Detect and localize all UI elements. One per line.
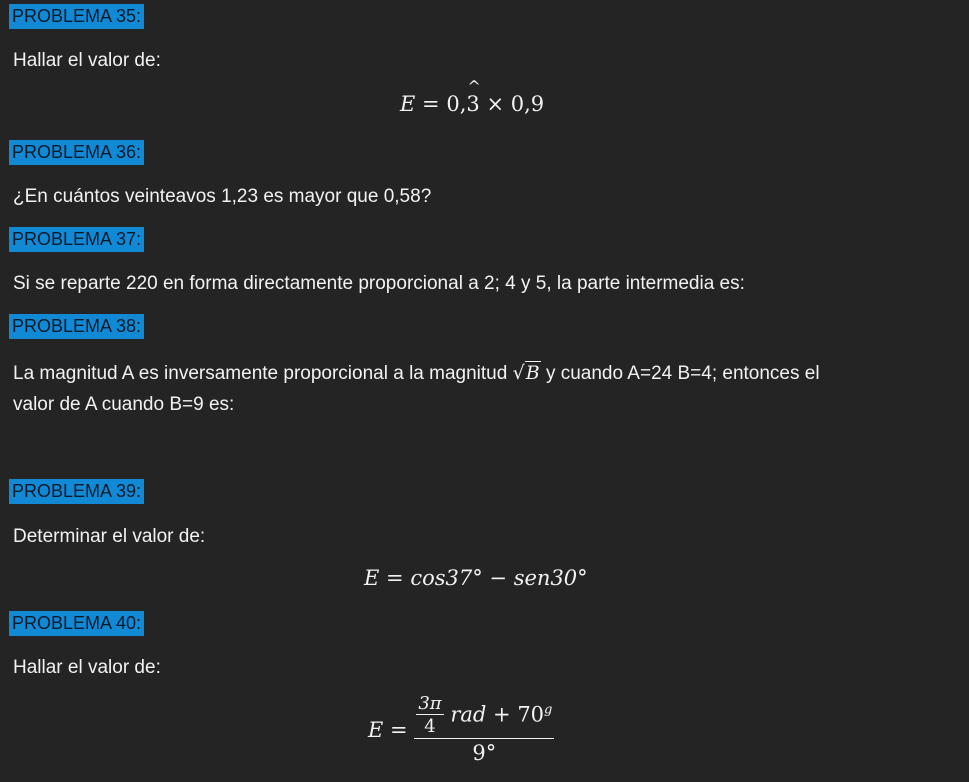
formula-eq: = [386,566,404,590]
main-fraction [414,695,554,765]
problem-35-label: PROBLEMA 35: [9,4,144,29]
problem-38-text-after: y cuando A=24 B=4; entonces el [545,363,820,384]
problem-35-text: Hallar el valor de: [13,50,161,71]
formula-eq: = [422,92,440,116]
problem-38-label: PROBLEMA 38: [9,314,144,339]
formula-part2: 0,9 [510,92,545,116]
formula-term1: cos37 [410,566,473,590]
formula-minus: − [489,566,508,590]
problem-40-text: Hallar el valor de: [13,657,161,678]
grad-superscript: g [544,702,553,718]
formula-eq: = [390,718,408,742]
problem-37-label: PROBLEMA 37: [9,227,144,252]
denominator-deg: ° [485,741,497,765]
problem-38-text-before: La magnitud A es inversamente proporcional a la magnitud [13,363,508,384]
formula-part1: 0, [446,92,467,116]
problem-35-formula [400,77,545,116]
problem-36-label: PROBLEMA 36: [9,140,144,165]
problem-37-text: Si se reparte 220 en forma directamente proporcional a 2; 4 y 5, la parte intermedia es: [13,273,745,294]
sqrt-b: √B [512,362,540,384]
formula-val: 70 [517,702,545,727]
formula-deg1: ° [472,566,483,590]
formula-times: × [486,92,505,116]
inner-fraction-denominator: 4 [424,716,436,737]
problem-39-text: Determinar el valor de: [13,526,206,547]
problem-36-text: ¿En cuántos veinteavos 1,23 es mayor que 0,58? [13,186,432,207]
inner-fraction [416,695,443,737]
formula-lhs: E [368,718,384,742]
sqrt-radicand: B [525,362,540,384]
repeating-digit [466,77,481,116]
formula-term2: sen30 [513,566,578,590]
rad-unit: rad [450,702,487,727]
denominator-value: 9 [472,741,486,765]
formula-lhs: E [364,566,380,590]
problem-40-label: PROBLEMA 40: [9,611,144,636]
problem-39-formula [364,566,588,590]
main-fraction-numerator [414,695,554,739]
repeating-digit-value: 3 [466,92,480,116]
inner-fraction-numerator: 3π [418,693,442,714]
hat-accent: ^ [467,77,481,96]
problem-39-label: PROBLEMA 39: [9,479,144,504]
formula-lhs: E [400,92,416,116]
problem-38-text-line1 [13,361,820,386]
problem-38-text-line2: valor de A cuando B=9 es: [13,394,235,415]
main-fraction-denominator [414,739,554,765]
formula-deg2: ° [577,566,588,590]
problem-40-formula [368,695,554,765]
formula-plus: + [493,702,511,727]
